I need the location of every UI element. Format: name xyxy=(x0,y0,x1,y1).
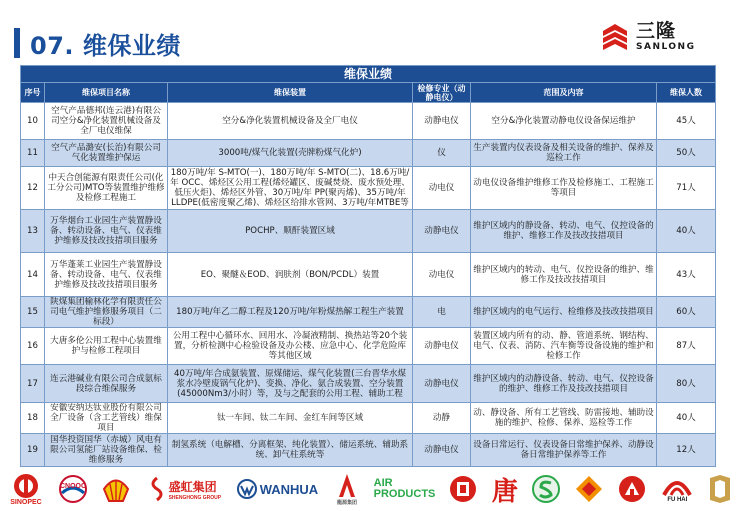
row-scope: 维护区域内的电气运行、检维修及技改技措项目 xyxy=(471,297,657,328)
shenghong-text-cn: 盛虹集团 xyxy=(168,479,217,494)
row-scope: 维护区域内的转动、电气、仪控设备的维护、维修工作及技改技措项目 xyxy=(471,253,657,297)
table-row xyxy=(21,297,716,328)
sanlong-mark-icon xyxy=(600,22,630,52)
row-scope: 维护区域内的动静设备、转动、电气、仪控设备的维护、维修工作及技改技措项目 xyxy=(471,365,657,403)
cnooc-icon xyxy=(58,475,88,503)
row-staff: 40人 xyxy=(657,403,716,434)
sanlong-logo xyxy=(600,22,695,52)
row-trade: 动电仪 xyxy=(413,167,471,210)
table-row xyxy=(21,210,716,253)
tang-text: 唐 xyxy=(491,476,518,507)
airproducts-logo xyxy=(374,469,438,509)
row-name: 连云港碱业有限公司合成氨标段综合维保服务 xyxy=(45,365,168,403)
row-trade: 动静电仪 xyxy=(413,103,471,140)
wanhua-icon xyxy=(237,479,257,499)
wanhua-logo xyxy=(234,469,320,509)
s-icon xyxy=(531,474,561,504)
row-name: 安徽安纳达钛业股份有限公司全厂设备（含工艺管线）维保项目 xyxy=(45,403,168,434)
row-scope: 空分&净化装置动静电仪设备保运维护 xyxy=(471,103,657,140)
row-scope: 动、静设备、所有工艺管线、防雷接地、辅助设施的维护、检修、保养、巡检等工作 xyxy=(471,403,657,434)
shenghong-text-en: SHENGHONG GROUP xyxy=(168,494,222,501)
table-row xyxy=(21,253,716,297)
row-trade: 仪 xyxy=(413,140,471,167)
shanxi-logo xyxy=(615,469,649,509)
row-name: 空气产品潞安(长治)有限公司气化装置维护保运 xyxy=(45,140,168,167)
table-caption: 维保业绩 xyxy=(21,66,716,83)
row-no: 14 xyxy=(21,253,45,297)
row-scope: 设备日常运行、仪表设备日常维护保养、动静设备日常维护保养等工作 xyxy=(471,434,657,467)
shenghong-icon xyxy=(147,476,167,502)
cnooc-logo xyxy=(55,469,91,509)
wanhua-text: WANHUA xyxy=(259,481,319,497)
row-name: 国华投资国华（赤城）风电有限公司氢能厂站设备维保、检维修服务 xyxy=(45,434,168,467)
table-row xyxy=(21,403,716,434)
row-unit: 空分&净化装置机械设备及全厂电仪 xyxy=(168,103,413,140)
client-logo-strip xyxy=(0,467,740,511)
row-scope: 生产装置内仪表设备及相关设备的维护、保养及巡检工作 xyxy=(471,140,657,167)
row-name: 空气产品德邦(连云港)有限公司空分&净化装置机械设备及全厂电仪维保 xyxy=(45,103,168,140)
row-trade: 动静电仪 xyxy=(413,210,471,253)
shell-logo xyxy=(99,469,133,509)
sinopec-logo xyxy=(6,469,46,509)
row-no: 16 xyxy=(21,328,45,365)
row-name: 万华蓬莱工业园生产装置静设备、转动设备、电气、仪表维护维修及技改技措项目服务 xyxy=(45,253,168,297)
row-trade: 动静电仪 xyxy=(413,434,471,467)
fuhai-icon xyxy=(662,475,692,497)
row-staff: 50人 xyxy=(657,140,716,167)
other-logo xyxy=(706,469,734,509)
shenghong-logo xyxy=(142,469,226,509)
longyuan-icon xyxy=(335,473,359,499)
column-header-no: 序号 xyxy=(21,83,45,103)
row-scope: 动电仪设备维护维修工作及检修施工、工程施工等项目 xyxy=(471,167,657,210)
row-unit: POCHP、顺酐装置区域 xyxy=(168,210,413,253)
row-scope: 装置区域内所有的动、静、管道系统、钢结构、电气、仪表、消防、汽车衡等设备设施的维护和检修工作 xyxy=(471,328,657,365)
tang-logo xyxy=(489,469,521,509)
column-header-scope: 范围及内容 xyxy=(471,83,657,103)
row-staff: 87人 xyxy=(657,328,716,365)
row-no: 11 xyxy=(21,140,45,167)
row-no: 12 xyxy=(21,167,45,210)
other-icon xyxy=(708,474,732,504)
column-header-unit: 维保装置 xyxy=(168,83,413,103)
xinao-icon xyxy=(574,474,604,504)
row-staff: 71人 xyxy=(657,167,716,210)
row-no: 15 xyxy=(21,297,45,328)
row-staff: 12人 xyxy=(657,434,716,467)
zhejiang-logo xyxy=(446,469,480,509)
row-no: 19 xyxy=(21,434,45,467)
row-no: 18 xyxy=(21,403,45,434)
row-name: 中天合创能源有限责任公司(化工分公司)MTO等装置维护维修及检修工程施工 xyxy=(45,167,168,210)
row-name: 陕煤集团榆林化学有限责任公司电气维护维修服务项目（二标段） xyxy=(45,297,168,328)
row-no: 10 xyxy=(21,103,45,140)
table-row xyxy=(21,328,716,365)
table-row xyxy=(21,103,716,140)
row-unit: 3000吨/煤气化装置(壳牌粉煤气化炉) xyxy=(168,140,413,167)
row-unit: 公用工程中心循环水、回用水、冷凝液精制、换热站等20个装置，分析检测中心检验设备及办公楼、应急中心、化学危险库等其他区域 xyxy=(168,328,413,365)
column-header-name: 维保项目名称 xyxy=(45,83,168,103)
row-name: 万华烟台工业园生产装置静设备、转动设备、电气、仪表维护维修及技改技措项目服务 xyxy=(45,210,168,253)
s-logo xyxy=(529,469,563,509)
row-trade: 电 xyxy=(413,297,471,328)
sinopec-text: SINOPEC xyxy=(10,498,42,506)
column-header-staff: 维保人数 xyxy=(657,83,716,103)
sinopec-icon xyxy=(9,473,43,499)
xinao-logo xyxy=(572,469,606,509)
row-scope: 维护区域内的静设备、转动、电气、仪控设备的维护、维修工作及技改技措项目 xyxy=(471,210,657,253)
column-header-trade: 检修专业（动静电仪） xyxy=(413,83,471,103)
page-title: 07. 维保业绩 xyxy=(30,32,181,60)
cnooc-text: CNOOC xyxy=(59,483,86,490)
longyuan-text: 龍源集团 xyxy=(337,499,358,506)
row-unit: 40万吨/年合成氨装置、原煤储运、煤气化装置(三台晋华水煤浆水冷壁废锅气化炉)、变换、净化、氨合成装置、空分装置(45000Nm3/小时）等，及与之配套的公用工程、辅助工程 xyxy=(168,365,413,403)
longyuan-logo xyxy=(329,469,365,509)
row-staff: 60人 xyxy=(657,297,716,328)
row-staff: 45人 xyxy=(657,103,716,140)
table-row xyxy=(21,167,716,210)
row-staff: 80人 xyxy=(657,365,716,403)
row-unit: EO、聚醚＆EOD、润肤剂（BON/PCDL）装置 xyxy=(168,253,413,297)
airproducts-text: AIR PRODUCTS xyxy=(373,477,436,500)
shell-icon xyxy=(101,474,131,504)
row-staff: 43人 xyxy=(657,253,716,297)
brand-name-cn: 三隆 xyxy=(636,20,677,42)
row-trade: 动静 xyxy=(413,403,471,434)
row-unit: 180万吨/年 S-MTO(一)、180万吨/年 S-MTO(二)、18.6万吨/年 OCC、烯烃区公用工程(烯烃罐区、废碱焚烧、废水预处理、低压火炬)、烯烃区外管、30万吨/年 PP(聚丙烯)、35万吨/年LLDPE(低密度聚乙烯)、烯烃区给排水管网、3万吨/年MTBE等 xyxy=(168,167,413,210)
table-row xyxy=(21,434,716,467)
fuhai-text: FU HAI xyxy=(667,497,688,503)
row-no: 17 xyxy=(21,365,45,403)
row-trade: 动静电仪 xyxy=(413,328,471,365)
row-trade: 动静电仪 xyxy=(413,365,471,403)
table-row xyxy=(21,140,716,167)
maintenance-table xyxy=(20,65,716,467)
brand-name-en: SANLONG xyxy=(636,42,696,52)
row-unit: 钛一车间、钛二车间、金红车间等区域 xyxy=(168,403,413,434)
zhejiang-icon xyxy=(448,474,478,504)
table-row xyxy=(21,365,716,403)
title-accent-bar xyxy=(14,28,20,58)
fuhai-logo xyxy=(657,469,697,509)
row-staff: 40人 xyxy=(657,210,716,253)
row-trade: 动电仪 xyxy=(413,253,471,297)
shanxi-icon xyxy=(617,474,647,504)
row-no: 13 xyxy=(21,210,45,253)
row-unit: 180万吨/年乙二醇工程及120万吨/年粉煤热解工程生产装置 xyxy=(168,297,413,328)
row-unit: 制氢系统（电解槽、分离框架、纯化装置）、储运系统、辅助系统、卸气柱系统等 xyxy=(168,434,413,467)
row-name: 大唐多伦公用工程中心装置维护与检修工程项目 xyxy=(45,328,168,365)
